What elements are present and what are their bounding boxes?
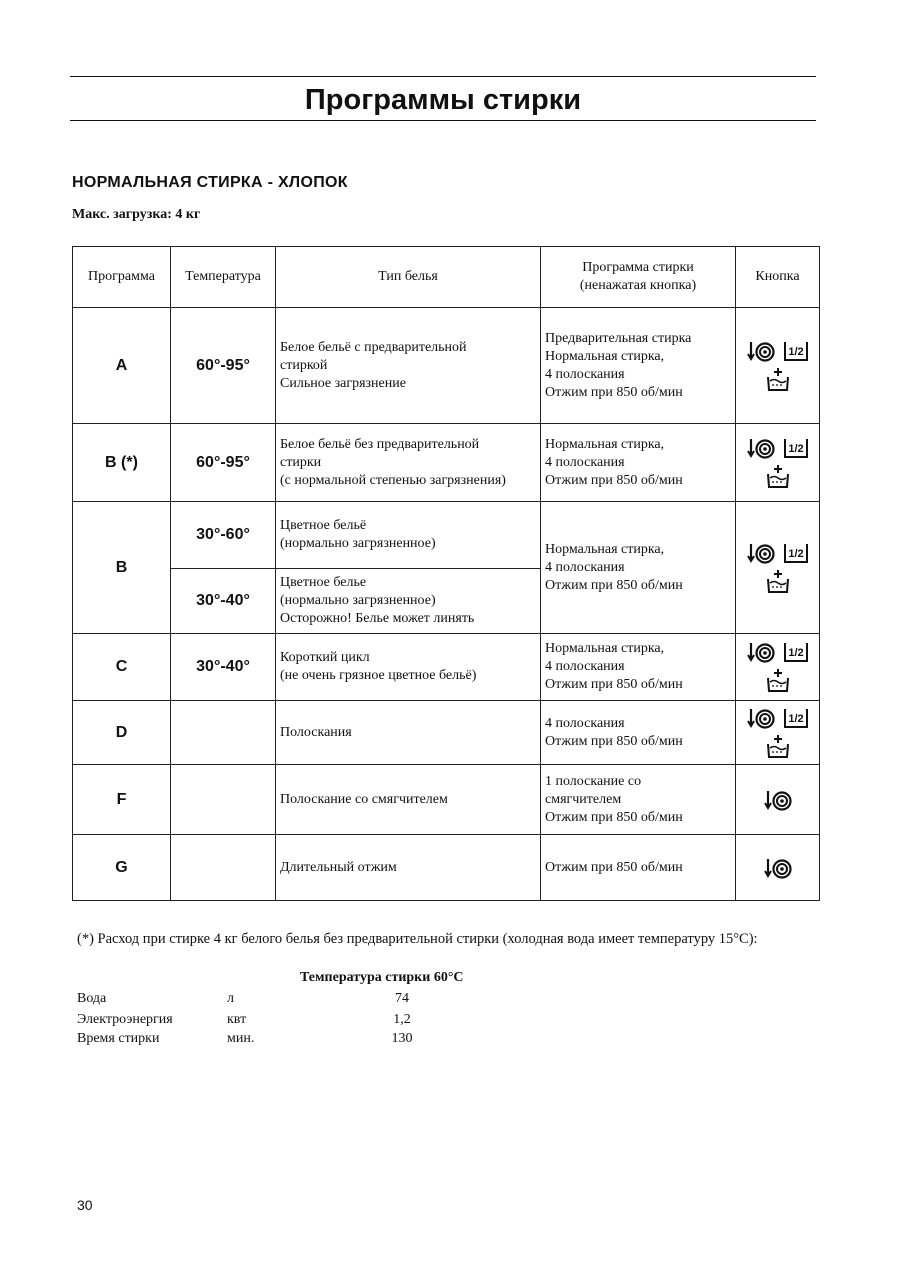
- half-load-icon: [783, 707, 809, 729]
- consumption-value: 130: [391, 1031, 413, 1046]
- fabric-line: Белое бельё с предварительной: [280, 339, 467, 355]
- temperature-range: [171, 835, 276, 901]
- header-wash-program-line: (ненажатая кнопка): [579, 278, 697, 293]
- consumption-row-water: [77, 991, 437, 1011]
- wash-line: Отжим при 850 об/мин: [545, 859, 683, 875]
- fabric-line: (с нормальной степенью загрязнения): [280, 472, 506, 488]
- fabric-line: (нормально загрязненное): [280, 536, 436, 551]
- svg-text:1/2: 1/2: [787, 712, 804, 725]
- wash-line: 4 полоскания: [545, 715, 625, 731]
- fabric-type: [276, 502, 541, 569]
- washing-programs-table: [72, 246, 820, 901]
- button-icons-cell: [736, 424, 820, 502]
- table-row-program-f: [73, 765, 820, 835]
- wash-line: 1 полоскание со: [545, 773, 642, 789]
- page-title: Программы стирки: [304, 84, 582, 116]
- fabric-line: Осторожно! Белье может линять: [280, 611, 475, 626]
- fabric-type: [276, 835, 541, 901]
- fabric-line: Длительный отжим: [280, 859, 397, 875]
- wash-line: Нормальная стирка,: [545, 348, 665, 364]
- fabric-line: стиркой: [280, 357, 328, 373]
- wash-line: Отжим при 850 об/мин: [545, 677, 683, 692]
- fabric-line: Цветное белье: [280, 575, 367, 590]
- program-code: F: [73, 765, 171, 835]
- top-rule: [70, 76, 816, 77]
- button-icons-cell: [736, 765, 820, 835]
- svg-text:1/2: 1/2: [787, 647, 804, 659]
- consumption-row-energy: [77, 1012, 437, 1032]
- program-code: B: [73, 502, 171, 634]
- table-row-program-d: [73, 701, 820, 765]
- svg-text:1/2: 1/2: [787, 547, 804, 560]
- wash-line: Отжим при 850 об/мин: [545, 384, 683, 400]
- fabric-type: [276, 308, 541, 424]
- consumption-unit: мин.: [227, 1031, 255, 1046]
- table-row-program-g: [73, 835, 820, 901]
- program-code: C: [73, 634, 171, 701]
- program-code: A: [73, 308, 171, 424]
- footnote-text: (*) Расход при стирке 4 кг белого белья без предварительной стирки (холодная вода имеет температуру 15°С):: [77, 931, 758, 947]
- temperature-range: 30°-60°: [171, 502, 276, 569]
- half-load-icon: [783, 340, 809, 362]
- fabric-line: Полоскание со смягчителем: [280, 791, 448, 807]
- table-row-program-b: [73, 502, 820, 569]
- spin-reduce-icon: [747, 541, 775, 565]
- consumption-title: Температура стирки 60°С: [300, 970, 464, 985]
- spin-reduce-icon: [764, 856, 792, 880]
- half-load-icon: [783, 641, 809, 663]
- fabric-line: (нормально загрязненное): [280, 593, 436, 608]
- fabric-type: [276, 701, 541, 765]
- button-icons-cell: [736, 634, 820, 701]
- wash-line: Отжим при 850 об/мин: [545, 577, 683, 593]
- table-row-program-b-star: [73, 424, 820, 502]
- fabric-type: [276, 765, 541, 835]
- table-row-program-c: [73, 634, 820, 701]
- wash-program: [541, 835, 736, 901]
- consumption-value: 74: [395, 991, 409, 1006]
- header-wash-program: [541, 247, 736, 308]
- wash-line: Нормальная стирка,: [545, 541, 665, 557]
- consumption-value: 1,2: [393, 1012, 411, 1027]
- temperature-range: 60°-95°: [171, 308, 276, 424]
- wash-line: Предварительная стирка: [545, 330, 692, 346]
- fabric-line: стирки: [280, 454, 322, 470]
- max-load-note: Макс. загрузка: 4 кг: [72, 207, 201, 222]
- fabric-line: Короткий цикл: [280, 650, 370, 665]
- wash-line: Отжим при 850 об/мин: [545, 809, 683, 825]
- wash-line: смягчителем: [545, 791, 622, 807]
- wash-line: Нормальная стирка,: [545, 436, 665, 452]
- title-underline-rule: [70, 120, 816, 121]
- wash-program: [541, 424, 736, 502]
- button-icons-cell: [736, 308, 820, 424]
- wash-line: 4 полоскания: [545, 366, 625, 382]
- spin-reduce-icon: [747, 640, 775, 664]
- spin-reduce-icon: [747, 339, 775, 363]
- fabric-line: Цветное бельё: [280, 518, 367, 533]
- temperature-range: 60°-95°: [171, 424, 276, 502]
- spin-reduce-icon: [747, 436, 775, 460]
- consumption-unit: л: [227, 991, 234, 1006]
- fabric-type: [276, 634, 541, 701]
- spin-reduce-icon: [747, 706, 775, 730]
- header-wash-program-line: Программа стирки: [582, 260, 694, 275]
- extra-rinse-icon: [765, 367, 791, 393]
- program-code: B (*): [73, 424, 171, 502]
- extra-rinse-icon: [765, 734, 791, 760]
- temperature-range: [171, 765, 276, 835]
- wash-line: Нормальная стирка,: [545, 641, 665, 656]
- page-number: 30: [77, 1197, 93, 1213]
- wash-program: [541, 502, 736, 634]
- section-title: НОРМАЛЬНАЯ СТИРКА - ХЛОПОК: [72, 174, 348, 191]
- wash-line: 4 полоскания: [545, 559, 625, 575]
- wash-line: Отжим при 850 об/мин: [545, 472, 683, 488]
- consumption-unit: квт: [227, 1012, 247, 1027]
- consumption-row-time: [77, 1031, 437, 1051]
- consumption-label: Электроэнергия: [77, 1012, 173, 1027]
- consumption-label: Время стирки: [77, 1031, 160, 1046]
- program-code: G: [73, 835, 171, 901]
- wash-program: [541, 634, 736, 701]
- header-button: Кнопка: [736, 247, 820, 308]
- wash-program: [541, 765, 736, 835]
- spin-reduce-icon: [764, 788, 792, 812]
- wash-program: [541, 308, 736, 424]
- header-program: Программа: [73, 247, 171, 308]
- half-load-icon: [783, 542, 809, 564]
- consumption-label: Вода: [77, 991, 107, 1006]
- svg-text:1/2: 1/2: [787, 345, 804, 358]
- program-code: D: [73, 701, 171, 765]
- fabric-type: [276, 424, 541, 502]
- header-temperature: Температура: [171, 247, 276, 308]
- wash-program: [541, 701, 736, 765]
- button-icons-cell: [736, 835, 820, 901]
- fabric-line: Полоскания: [280, 724, 352, 740]
- wash-line: 4 полоскания: [545, 659, 625, 674]
- temperature-range: 30°-40°: [171, 569, 276, 634]
- fabric-type: [276, 569, 541, 634]
- wash-line: Отжим при 850 об/мин: [545, 733, 683, 749]
- fabric-line: Белое бельё без предварительной: [280, 436, 480, 452]
- extra-rinse-icon: [765, 668, 791, 694]
- button-icons-cell: [736, 701, 820, 765]
- wash-line: 4 полоскания: [545, 454, 625, 470]
- header-fabric-type: Тип белья: [276, 247, 541, 308]
- temperature-range: 30°-40°: [171, 634, 276, 701]
- fabric-line: (не очень грязное цветное бельё): [280, 668, 477, 683]
- half-load-icon: [783, 437, 809, 459]
- extra-rinse-icon: [765, 464, 791, 490]
- svg-text:1/2: 1/2: [787, 442, 804, 455]
- extra-rinse-icon: [765, 569, 791, 595]
- table-row-program-a: [73, 308, 820, 424]
- table-header-row: [73, 247, 820, 308]
- temperature-range: [171, 701, 276, 765]
- button-icons-cell: [736, 502, 820, 634]
- fabric-line: Сильное загрязнение: [280, 375, 406, 391]
